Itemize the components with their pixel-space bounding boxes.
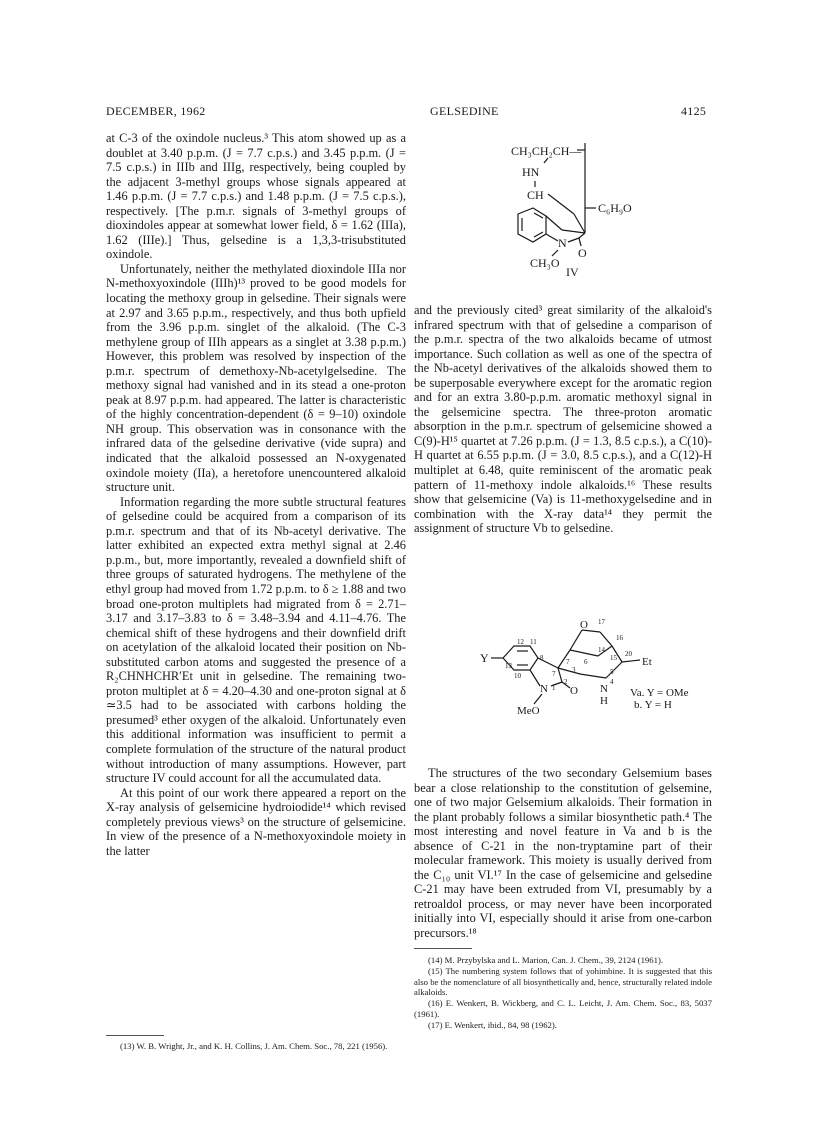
v-num: 13: [505, 662, 512, 670]
v-et: Et: [642, 656, 652, 668]
v-num: 14: [598, 646, 605, 654]
v-num: 7: [566, 658, 570, 666]
v-num: 16: [616, 634, 623, 642]
footnotes-left: [106, 1041, 406, 1052]
v-legend-b: b. Y = H: [634, 699, 672, 711]
bond: [562, 230, 585, 233]
v-legend-a: Va. Y = OMe: [630, 687, 689, 699]
iv-o: O: [578, 246, 587, 260]
bond: [579, 238, 581, 246]
footnote-rule: [414, 948, 472, 949]
v-num: 1: [552, 684, 556, 692]
paragraph: Information regarding the more subtle structural features of gelsedine could be acquired from a comparison of its p.m.r. spectrum and that of its Nb-acetyl derivative. The latter exhibited an expected extra methyl signal at 2.46 p.p.m., but, more importantly, revealed a downfield shift of three groups of saturated hydrogens. The methylene of the ethyl group had moved from 1.72 p.p.m. to δ ≥ 1.88 and two broad one-proton multiplets had migrated from δ = 2.71–3.17 and 3.17–3.83 to δ = 3.48–3.94 and 4.11–4.76. The chemical shift of these hydrogens and their downfield drift on acetylation of the alkaloid located their position on Nb-substituted carbon atoms and suggested the presence of a R₂CHNHCHR′Et unit in gelsedine. The remaining two-proton multiplet at δ = 4.20–4.30 and one-proton signal at δ ≃3.5 had to be associated with carbons holding the presumed³ ether oxygen of the alkaloid. Unfortunately even this additional information was insufficient to permit a complete formulation of the structure of the natural product without introduction of many assumptions. However, part structure IV could account for all the accumulated data.: [106, 494, 406, 786]
footnotes-right: [414, 955, 712, 1031]
bond: [606, 662, 622, 678]
iv-methoxy: CH₃O: [530, 256, 560, 270]
v-carbonyl-o: O: [570, 685, 578, 697]
bond: [558, 668, 580, 674]
v-num: 10: [514, 672, 521, 680]
v-num: 6: [584, 658, 588, 666]
page-number: 4125: [681, 104, 707, 118]
v-num: 4: [610, 678, 614, 686]
iv-n: N: [558, 236, 567, 250]
v-num: 11: [530, 638, 537, 646]
bond: [534, 694, 542, 704]
bond: [546, 216, 562, 230]
running-head-title: GELSEDINE: [430, 104, 499, 118]
bond: [579, 233, 585, 238]
v-ring-o: O: [580, 619, 588, 631]
bond: [570, 630, 582, 650]
iv-ch: CH: [527, 188, 544, 202]
structure-v: [470, 610, 700, 760]
iv-label: IV: [566, 265, 579, 279]
v-h: H: [600, 695, 608, 707]
iv-substituent: C₆H₉O: [598, 201, 632, 215]
bond: [544, 158, 548, 163]
bond: [574, 214, 585, 233]
bond: [570, 650, 598, 656]
paragraph: at C-3 of the oxindole nucleus.³ This atom showed up as a doublet at 3.40 p.p.m. (J = 7.7 c.p.s.) and 3.45 p.p.m. (J = 7.5 c.p.s.) in IIIb and IIIg, respectively, being coupled by the adjacent 3-methyl groups whose signals appeared at 1.46 p.p.m. (J = 7.7 c.p.s.) and 1.48 p.p.m. (J = 7.5 c.p.s.), respectively. [The p.m.r. signals of 3-methyl groups of dioxindoles appear at somewhat lower field, δ = 1.62 (IIIa), 1.62 (IIIe).] Thus, gelsedine is a 1,3,3-trisubstituted oxindole.: [106, 131, 406, 262]
left-column: [106, 131, 406, 858]
v-meo: MeO: [517, 705, 540, 717]
running-head-date: DECEMBER, 1962: [106, 104, 206, 118]
bond: [558, 668, 562, 682]
bond: [548, 194, 574, 214]
v-num: 15: [610, 654, 617, 662]
v-num: 2: [564, 678, 568, 686]
paragraph: and the previously cited³ great similarity of the alkaloid's infrared spectrum with that of gelsedine a comparison of the p.m.r. spectra of the two alkaloids became of utmost importance. Such collation as well as one of the spectra of the Nb-acetyl derivatives of the alkaloids showed them to be superposable everywhere except for the aromatic region and for an extra 3.80-p.p.m. aromatic methoxyl signal in the gelsemicine spectra. The three-proton aromatic absorption in the p.m.r. spectrum of gelsemicine showed a C(9)-H¹⁵ quartet at 7.26 p.p.m. (J = 1.3, 8.5 c.p.s.), a C(10)-H quartet at 6.55 p.p.m. (J = 3.0, 8.5 c.p.s.), and a C(12)-H multiplet at 6.48, quite reminiscent of the aromatic peak pattern of 11-methoxy indole alkaloids.¹⁶ These results show that gelsemicine (Va) is 11-methoxygelsedine and in combination with the X-ray data¹⁴ they permit the assignment of structure Vb to gelsedine.: [414, 303, 712, 536]
footnote: (13) W. B. Wright, Jr., and K. H. Collins, J. Am. Chem. Soc., 78, 221 (1956).: [120, 1041, 388, 1051]
v-n4: N: [600, 683, 608, 695]
structure-iv: [508, 138, 658, 298]
bond: [530, 670, 540, 686]
bond: [622, 660, 640, 662]
bond: [600, 632, 612, 646]
v-num: 3: [572, 666, 576, 674]
bond: [546, 234, 558, 241]
v-num: 7: [552, 670, 556, 678]
paragraph: At this point of our work there appeared a report on the X-ray analysis of gelsemicine hydroiodide¹⁴ which revised completely previous views³ on the structure of gelsemicine. In view of the presence of a N-methoxyoxindole moiety in the latter: [106, 785, 406, 858]
v-num: 5: [610, 668, 614, 676]
v-num: 8: [540, 654, 544, 662]
footnote: (16) E. Wenkert, B. Wickberg, and C. L. Leicht, J. Am. Chem. Soc., 83, 5037 (1961).: [414, 998, 712, 1019]
v-num: 20: [625, 650, 632, 658]
paragraph: The structures of the two secondary Gelsemium bases bear a close relationship to the constitution of gelsemine, one of two major Gelsemium alkaloids. Their formation in the plant probably follows a similar biosynthetic path.⁴ The most interesting and novel feature in Va and b is the absence of C-21 in the non-tryptamine part of their molecular framework. This moiety is usually derived from the C₁₀ unit VI.¹⁷ In the case of gelsemicine and gelsedine C-21 may have been extruded from VI, presumably by a retroaldol process, or may never have been incorporated initially into VI, especially should it arise from one-carbon precursors.¹⁸: [414, 766, 712, 941]
footnote: (14) M. Przybylska and L. Marion, Can. J. Chem., 39, 2124 (1961).: [428, 955, 664, 965]
bond: [568, 238, 579, 242]
right-column-bottom: [414, 766, 712, 941]
v-y: Y: [480, 651, 489, 665]
right-column-top: [414, 303, 712, 536]
footnote: (17) E. Wenkert, ibid., 84, 98 (1962).: [428, 1019, 557, 1030]
iv-side-chain: CH₃CH₂CH—: [511, 144, 582, 158]
v-n1: N: [540, 683, 548, 695]
v-num: 17: [598, 618, 605, 626]
bond: [580, 674, 606, 678]
v-num: 12: [517, 638, 524, 646]
iv-hn: HN: [522, 165, 540, 179]
footnote: (15) The numbering system follows that of yohimbine. It is suggested that this also be the nomenclature of all biosynthetically and, hence, structurally related indole alkaloids.: [414, 965, 712, 998]
paragraph: Unfortunately, neither the methylated dioxindole IIIa nor N-methoxyoxindole (IIIh)¹³ proved to be good models for locating the methoxy group in gelsedine. Their signals were at 2.97 and 3.65 p.p.m., respectively, and thus both upfield from the 3.96 p.p.m. singlet of the alkaloid. (The C-3 methylene group of IIIh appears as a singlet at 3.38 p.p.m.) However, this problem was resolved by inspection of the p.m.r. spectrum of demethoxy-Nb-acetylgelsedine. The methoxy signal had vanished and in its stead a one-proton peak at 8.97 p.p.m. had appeared. The latter is characteristic of the highly concentration-dependent (δ = 9–10) oxindole NH group. This observation was in consonance with the infrared data of the gelsedine derivative (vide supra) and indicated that the alkaloid possessed an N-oxygenated oxindole moiety (IIa), a heretofore unencountered alkaloid structure unit.: [106, 261, 406, 495]
footnote-rule: [106, 1035, 164, 1036]
